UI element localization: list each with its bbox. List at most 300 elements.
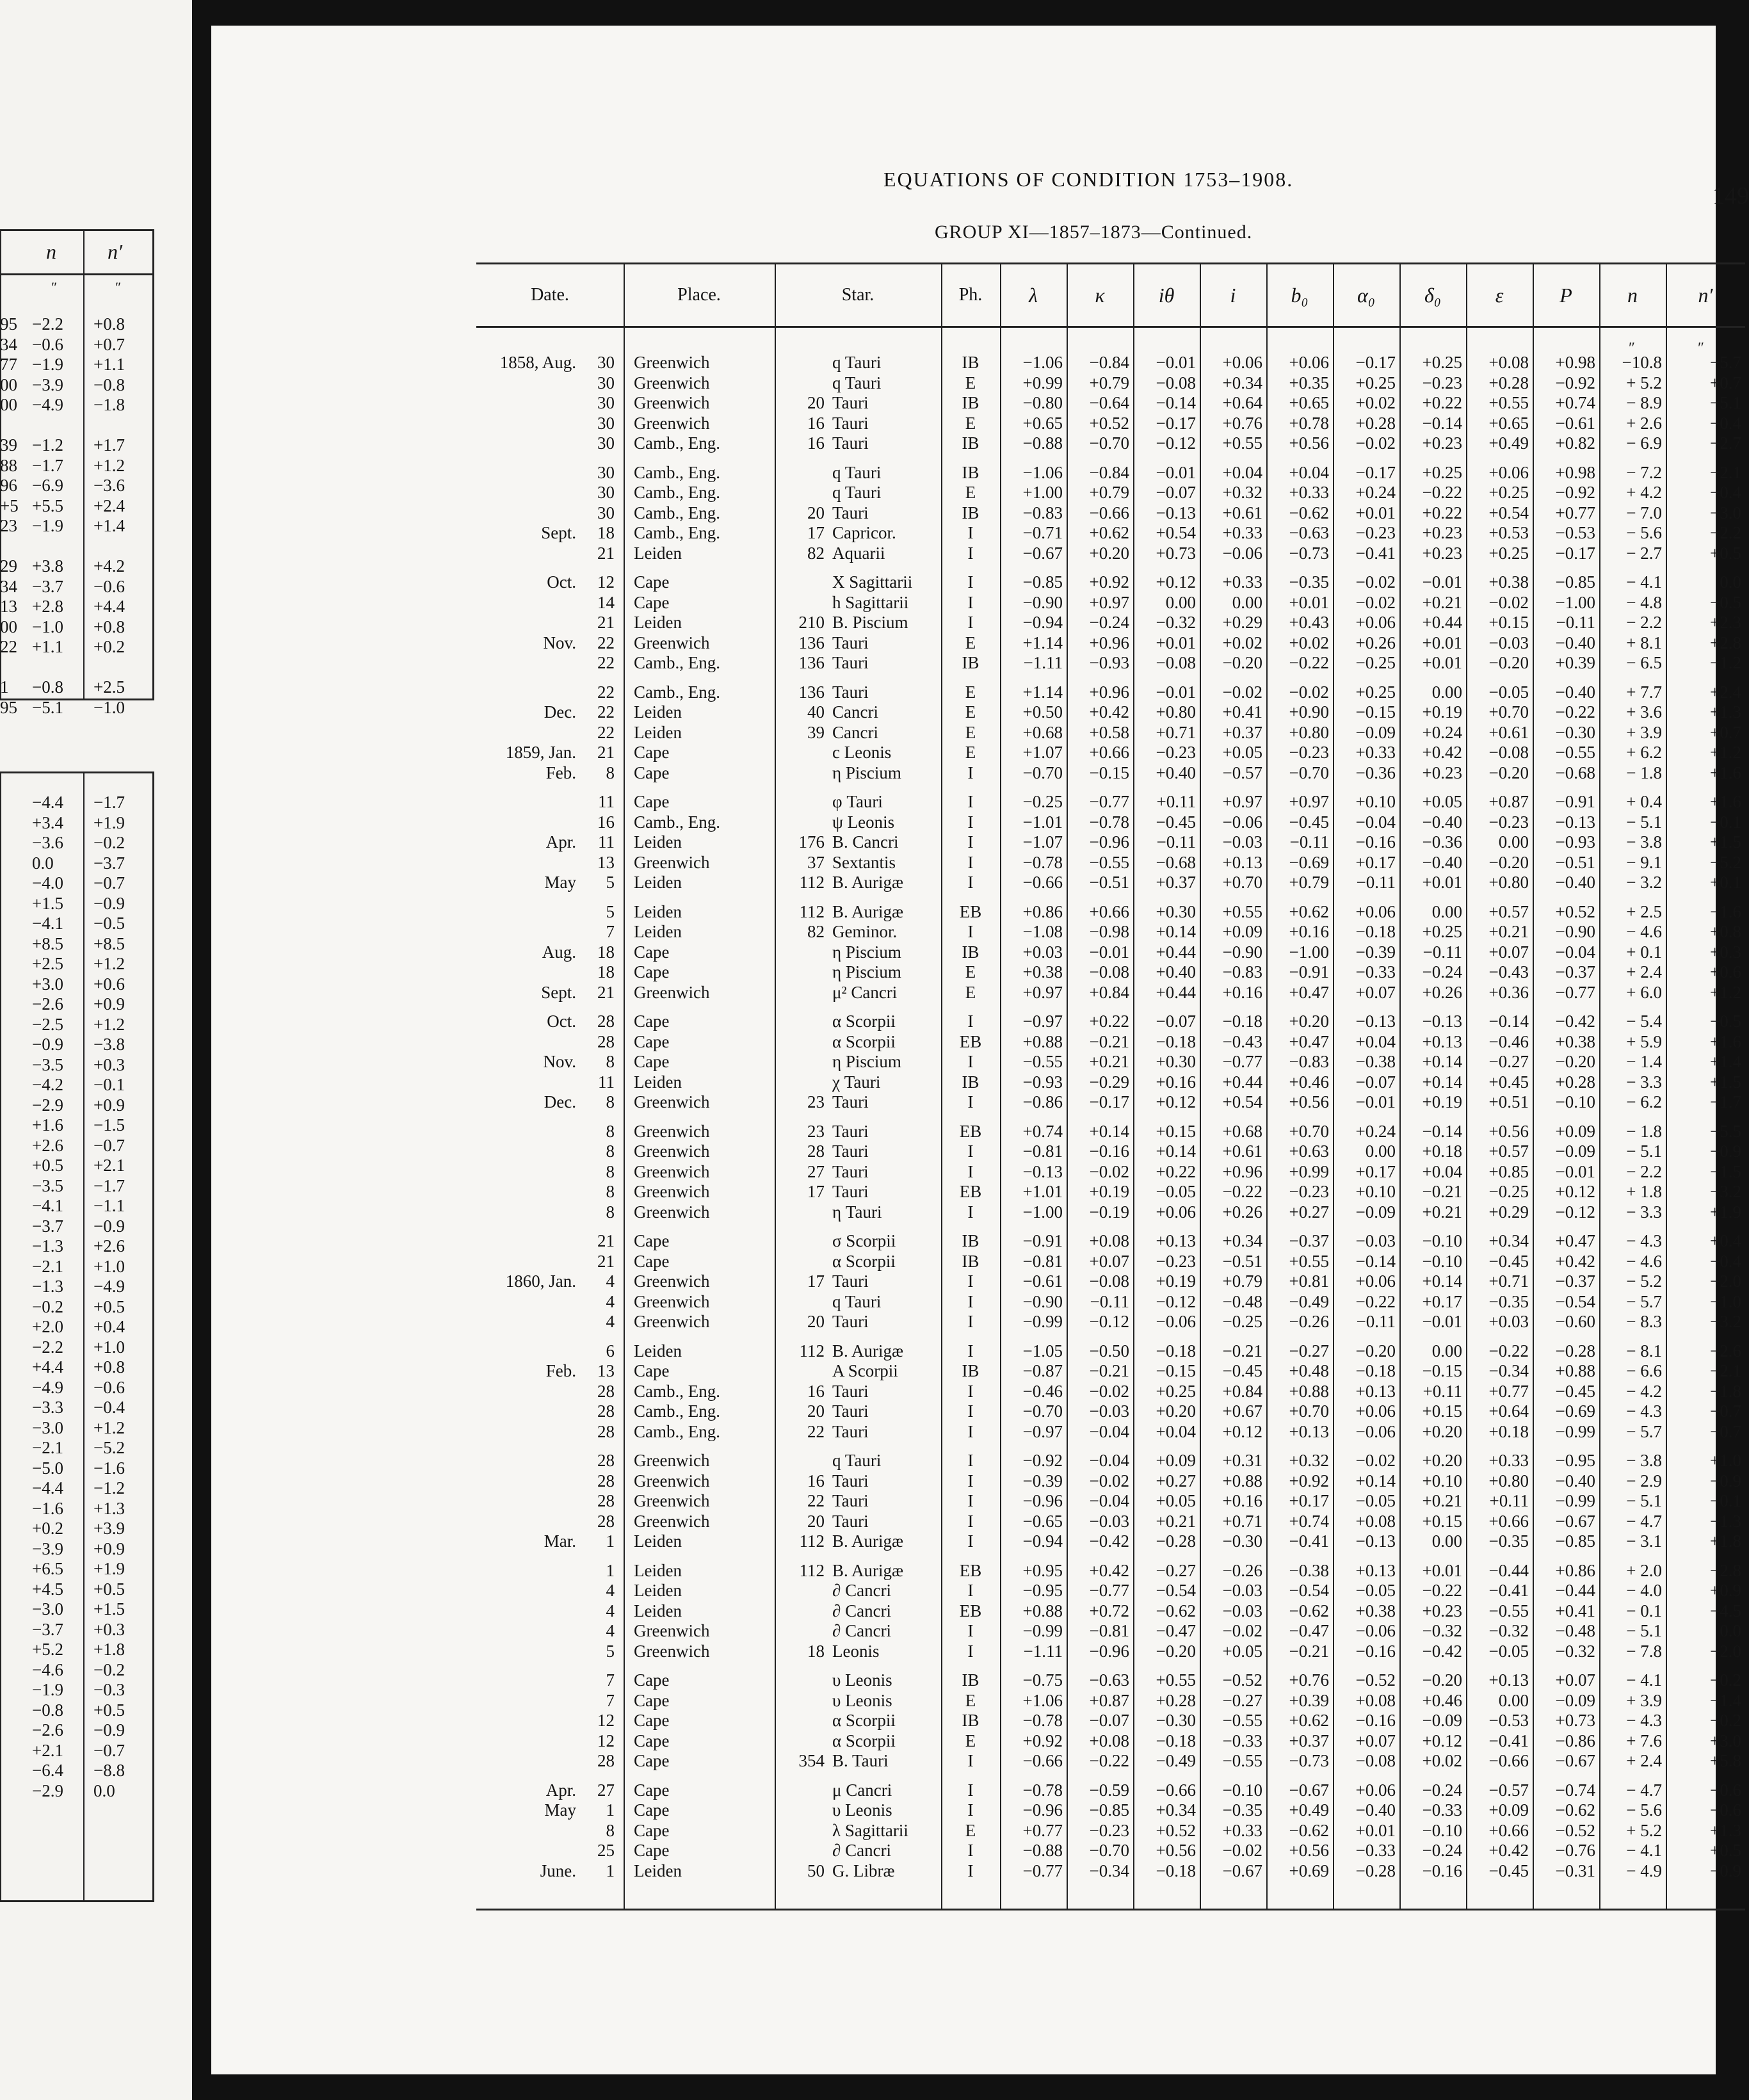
cell-alpha0: −0.02 [1355, 433, 1396, 453]
left-n-prime-cell: +0.7 [93, 334, 125, 354]
cell-n-prime: +1.5 [1710, 1072, 1741, 1092]
cell-n-prime: −1.6 [1710, 901, 1741, 921]
cell-star-name: G. Libræ [832, 1861, 895, 1880]
cell-n-prime: +0.5 [1710, 1841, 1741, 1860]
cell-day: 11 [598, 792, 615, 811]
cell-place: Greenwich [634, 1511, 710, 1531]
table-row [476, 373, 1745, 394]
cell-star-number: 20 [807, 1312, 825, 1331]
cell-phase: I [967, 1401, 974, 1421]
cell-day: 8 [606, 1202, 615, 1222]
left-cut-cell: 22 [0, 637, 17, 656]
cell-date: Sept. [541, 982, 576, 1002]
cell-p: +0.52 [1555, 901, 1595, 921]
cell-phase: I [967, 1531, 974, 1551]
cell-delta0: +0.21 [1422, 1202, 1462, 1222]
cell-i-theta: −0.49 [1156, 1751, 1196, 1770]
cell-lambda: +0.65 [1022, 413, 1063, 433]
left-n-prime-cell: +8.5 [93, 933, 125, 953]
cell-i-theta: +0.55 [1156, 1670, 1196, 1690]
left-n-prime-cell: +2.5 [93, 677, 125, 697]
cell-n: − 5.1 [1626, 1491, 1662, 1510]
cell-star-name: q Tauri [832, 462, 882, 482]
left-n-prime-cell: 0.0 [93, 1781, 115, 1800]
cell-alpha0: −0.16 [1355, 1711, 1396, 1730]
table-row [476, 1072, 1745, 1093]
cell-lambda: +0.77 [1022, 1820, 1063, 1840]
cell-b0: +0.78 [1289, 413, 1329, 433]
left-n-prime-cell: +0.8 [93, 1357, 125, 1377]
cell-star-number: 176 [798, 832, 825, 852]
cell-star-number: 20 [807, 1511, 825, 1531]
cell-alpha0: +0.14 [1355, 1471, 1396, 1490]
left-n-prime-cell: +1.4 [93, 516, 125, 535]
cell-p: −0.67 [1555, 1511, 1595, 1531]
cell-b0: −0.26 [1289, 1312, 1329, 1331]
table-row [476, 942, 1745, 963]
cell-i: +0.12 [1222, 1421, 1262, 1441]
cell-b0: +0.01 [1289, 592, 1329, 612]
cell-n-prime: −5.1 [1710, 393, 1741, 412]
cell-star-number: 82 [807, 543, 825, 563]
cell-b0: +0.55 [1289, 1251, 1329, 1271]
cell-p: −0.44 [1555, 1581, 1595, 1600]
cell-lambda: −0.71 [1022, 523, 1063, 542]
left-n-prime-column [93, 314, 125, 718]
cell-i-theta: −0.68 [1156, 852, 1196, 872]
cell-n: − 4.1 [1626, 1670, 1662, 1690]
cell-phase: I [967, 1092, 974, 1111]
cell-epsilon: −0.27 [1488, 1052, 1529, 1071]
left-n-prime-cell: −0.6 [93, 1377, 125, 1397]
cell-b0: +0.90 [1289, 702, 1329, 722]
left-n-cell: −0.2 [32, 1296, 63, 1316]
cell-p: −0.92 [1555, 373, 1595, 392]
cell-star-name: B. Aurigæ [832, 873, 904, 892]
cell-star-name: Tauri [832, 1511, 869, 1531]
cell-date: Sept. [541, 523, 576, 542]
cell-b0: +0.46 [1289, 1072, 1329, 1092]
cell-place: Leiden [634, 1581, 682, 1600]
cell-day: 28 [597, 1031, 615, 1051]
cell-delta0: +0.23 [1422, 433, 1462, 453]
cell-lambda: −0.90 [1022, 592, 1063, 612]
cell-kappa: −0.70 [1089, 1841, 1129, 1860]
cell-p: −0.13 [1555, 812, 1595, 832]
cell-i-theta: +0.54 [1156, 523, 1196, 542]
left-n-cell: −4.6 [32, 1660, 63, 1679]
table-row [476, 1122, 1745, 1142]
left-n-cell: +4.4 [32, 1357, 63, 1377]
cell-star-number: 16 [807, 1381, 825, 1401]
cell-phase: IB [962, 653, 979, 672]
cell-day: 30 [597, 413, 615, 433]
cell-n-prime: 0.0 [1720, 572, 1741, 592]
left-n-prime-cell: −1.1 [93, 1196, 125, 1215]
cell-phase: EB [959, 1560, 982, 1580]
cell-p: −0.45 [1555, 1381, 1595, 1401]
cell-i: +0.88 [1222, 1471, 1262, 1490]
cell-phase: E [965, 1820, 976, 1840]
cell-n: − 4.6 [1626, 922, 1662, 941]
cell-kappa: −0.21 [1089, 1361, 1129, 1380]
cell-i-theta: +0.27 [1156, 1471, 1196, 1490]
cell-p: −0.52 [1555, 1820, 1595, 1840]
cell-phase: I [967, 572, 974, 592]
cell-i: −0.30 [1222, 1531, 1262, 1551]
cell-delta0: +0.23 [1422, 543, 1462, 563]
cell-star-name: Tauri [832, 1401, 869, 1421]
cell-phase: E [965, 962, 976, 981]
cell-place: Cape [634, 792, 670, 811]
cell-day: 8 [606, 1820, 615, 1840]
left-n-prime-cell [93, 537, 125, 557]
cell-delta0: +0.15 [1422, 1511, 1462, 1531]
cell-n-prime: +1.4 [1710, 1052, 1741, 1071]
cell-i: −0.48 [1222, 1291, 1262, 1311]
cell-phase: I [967, 592, 974, 612]
cell-phase: EB [959, 1121, 982, 1141]
cell-p: +0.73 [1555, 1711, 1595, 1730]
cell-alpha0: −0.33 [1355, 962, 1396, 981]
cell-star-name: A Scorpii [832, 1361, 898, 1380]
cell-place: Leiden [634, 873, 682, 892]
cell-place: Cape [634, 572, 670, 592]
cell-delta0: −0.09 [1422, 1711, 1462, 1730]
left-n-prime-cell: −1.2 [93, 1478, 125, 1498]
cell-p: −0.30 [1555, 722, 1595, 742]
cell-star-number: 112 [799, 901, 825, 921]
cell-place: Leiden [634, 922, 682, 941]
header-b0: b₀ [1291, 284, 1309, 307]
left-n-cell: −1.9 [32, 1680, 63, 1699]
left-n-prime-cell: +1.1 [93, 355, 125, 374]
cell-day: 21 [597, 1231, 615, 1250]
table-row [476, 873, 1745, 893]
table-row [476, 633, 1745, 654]
left-n-prime-cell: +1.2 [93, 1418, 125, 1437]
cell-delta0: −0.32 [1422, 1621, 1462, 1640]
cell-n-prime: −0.2 [1710, 1670, 1741, 1690]
cell-p: +0.47 [1555, 1231, 1595, 1250]
cell-lambda: +1.01 [1022, 1182, 1063, 1201]
header-ph: Ph. [958, 285, 983, 305]
cell-n-prime: −0.7 [1710, 1421, 1741, 1441]
cell-delta0: +0.05 [1422, 792, 1462, 811]
left-n-prime-cell: −0.7 [93, 873, 125, 892]
cell-n: − 4.3 [1626, 1231, 1662, 1250]
cell-date: June. [540, 1861, 576, 1880]
cell-n: − 8.3 [1626, 1312, 1662, 1331]
cell-i: +0.34 [1222, 373, 1262, 392]
cell-place: Greenwich [634, 353, 710, 372]
cell-i: −0.51 [1222, 1251, 1262, 1271]
cell-phase: I [967, 763, 974, 782]
cell-epsilon: +0.45 [1488, 1072, 1529, 1092]
cell-i: +0.33 [1222, 523, 1262, 542]
cell-alpha0: −0.07 [1355, 1072, 1396, 1092]
cell-i-theta: +0.30 [1156, 1052, 1196, 1071]
cell-alpha0: −0.17 [1355, 353, 1396, 372]
cell-lambda: −0.70 [1022, 1401, 1063, 1421]
cell-b0: +0.79 [1289, 873, 1329, 892]
left-n-cell: −2.5 [32, 1014, 63, 1034]
cell-lambda: +1.14 [1022, 682, 1063, 702]
cell-alpha0: +0.07 [1355, 1731, 1396, 1750]
left-n-prime-cell: −0.2 [93, 1660, 125, 1679]
cell-epsilon: +0.25 [1488, 543, 1529, 563]
cell-i-theta: +0.40 [1156, 962, 1196, 981]
cell-place: Greenwich [634, 1491, 710, 1510]
cell-delta0: −0.20 [1422, 1670, 1462, 1690]
cell-n: − 4.0 [1626, 1581, 1662, 1600]
cell-delta0: +0.21 [1422, 592, 1462, 612]
cell-p: +0.07 [1555, 1670, 1595, 1690]
cell-day: 4 [606, 1581, 615, 1600]
left-n-cell: +3.8 [32, 556, 63, 576]
table-row [476, 353, 1745, 373]
cell-n-prime: +1.6 [1710, 763, 1741, 782]
cell-star-name: ψ Leonis [832, 812, 895, 832]
left-n-cell: −2.9 [32, 1781, 63, 1800]
cell-place: Greenwich [634, 393, 710, 412]
cell-place: Cape [634, 1780, 670, 1800]
cell-place: Cape [634, 1820, 670, 1840]
cell-n: − 3.8 [1626, 832, 1662, 852]
cell-place: Cape [634, 1031, 670, 1051]
cell-epsilon: +0.29 [1488, 1202, 1529, 1222]
cell-epsilon: +0.13 [1488, 1670, 1529, 1690]
cell-delta0: −0.23 [1422, 373, 1462, 392]
cell-lambda: −0.46 [1022, 1381, 1063, 1401]
left-n-prime-cell: +0.4 [93, 1317, 125, 1336]
cell-delta0: 0.00 [1431, 1341, 1462, 1361]
cell-i: +0.44 [1222, 1072, 1262, 1092]
cell-phase: E [965, 982, 976, 1002]
cell-delta0: −0.42 [1422, 1641, 1462, 1661]
table-row [476, 1272, 1745, 1292]
cell-place: Cape [634, 1231, 670, 1250]
cell-n: + 1.8 [1626, 1182, 1662, 1201]
cell-n-prime: +1.5 [1710, 832, 1741, 852]
left-n-cell: −0.8 [32, 677, 63, 697]
cell-i: +0.55 [1222, 901, 1262, 921]
cell-place: Camb., Eng. [634, 523, 720, 542]
cell-n-prime: +1.9 [1710, 1202, 1741, 1222]
left-n-cell: +0.2 [32, 1519, 63, 1538]
left-n-prime-cell: −5.2 [93, 1438, 125, 1457]
cell-i-theta: −0.18 [1156, 1731, 1196, 1750]
cell-phase: I [967, 1012, 974, 1031]
table-row [476, 763, 1745, 784]
cell-p: −0.99 [1555, 1491, 1595, 1510]
header-n-prime: n′ [1698, 284, 1713, 307]
cell-star-name: Tauri [832, 633, 869, 652]
cell-epsilon: −0.35 [1488, 1291, 1529, 1311]
cell-n-prime: +1.3 [1710, 1820, 1741, 1840]
cell-n: − 3.3 [1626, 1072, 1662, 1092]
table-row [476, 653, 1745, 674]
cell-lambda: −1.00 [1022, 1202, 1063, 1222]
cell-alpha0: +0.13 [1355, 1381, 1396, 1401]
cell-delta0: −0.10 [1422, 1231, 1462, 1250]
cell-kappa: +0.22 [1089, 1012, 1129, 1031]
cell-delta0: +0.25 [1422, 462, 1462, 482]
cell-star-name: Cancri [832, 702, 878, 722]
cell-epsilon: +0.80 [1488, 1471, 1529, 1490]
cell-p: −0.40 [1555, 682, 1595, 702]
left-n-prime-column [93, 793, 125, 1801]
left-n-prime-cell: −0.9 [93, 1216, 125, 1236]
cell-star-name: α Scorpii [832, 1251, 896, 1271]
cell-phase: E [965, 483, 976, 502]
cell-i: −0.03 [1222, 1581, 1262, 1600]
cell-date: May [544, 1800, 576, 1820]
cell-star-name: Tauri [832, 393, 869, 412]
cell-n-prime: +2.3 [1710, 613, 1741, 632]
cell-phase: I [967, 613, 974, 632]
table-row [476, 922, 1745, 942]
cell-b0: +0.47 [1289, 982, 1329, 1002]
cell-n-prime: −1.8 [1710, 1381, 1741, 1401]
cell-phase: I [967, 1312, 974, 1331]
cell-b0: +0.47 [1289, 1031, 1329, 1051]
cell-delta0: −0.40 [1422, 812, 1462, 832]
cell-p: −0.09 [1555, 1142, 1595, 1161]
cell-delta0: +0.11 [1423, 1381, 1462, 1401]
cell-day: 11 [598, 1072, 615, 1092]
cell-lambda: −1.06 [1022, 353, 1063, 372]
cell-epsilon: +0.54 [1488, 503, 1529, 522]
cell-lambda: −0.85 [1022, 572, 1063, 592]
left-n-cell: −2.2 [32, 314, 63, 334]
cell-alpha0: −0.13 [1355, 1012, 1396, 1031]
cell-kappa: −0.04 [1089, 1451, 1129, 1470]
cell-n: + 5.2 [1626, 1820, 1662, 1840]
cell-n: + 2.4 [1626, 1751, 1662, 1770]
cell-star-number: 20 [807, 1401, 825, 1421]
table-row [476, 1162, 1745, 1183]
cell-kappa: −0.19 [1089, 1202, 1129, 1222]
cell-day: 22 [597, 653, 615, 672]
cell-day: 4 [606, 1312, 615, 1331]
cell-p: −0.99 [1555, 1421, 1595, 1441]
cell-epsilon: 0.00 [1498, 1690, 1529, 1710]
cell-alpha0: −0.05 [1355, 1581, 1396, 1600]
cell-delta0: +0.17 [1422, 1291, 1462, 1311]
cell-star-name: υ Leonis [832, 1670, 892, 1690]
cell-b0: −0.41 [1289, 1531, 1329, 1551]
cell-day: 30 [597, 462, 615, 482]
left-n-prime-cell: +0.2 [93, 637, 125, 656]
cell-place: Greenwich [634, 1121, 710, 1141]
header-alpha0: α₀ [1357, 284, 1375, 307]
left-n-prime-cell: +0.6 [93, 974, 125, 994]
cell-epsilon: +0.34 [1488, 1231, 1529, 1250]
cell-b0: −0.62 [1289, 1820, 1329, 1840]
cell-star-name: Tauri [832, 653, 869, 672]
cell-lambda: −0.93 [1022, 1072, 1063, 1092]
cell-n-prime: −0.6 [1710, 1800, 1741, 1820]
cell-i: 0.00 [1232, 592, 1262, 612]
cell-phase: I [967, 1202, 974, 1222]
left-cut-column [0, 314, 19, 718]
left-cut-cell: 88 [0, 455, 17, 475]
cell-n: − 7.8 [1626, 1641, 1662, 1661]
cell-b0: −0.23 [1289, 1182, 1329, 1201]
cell-epsilon: +0.51 [1488, 1092, 1529, 1111]
header-p: P [1560, 284, 1572, 307]
cell-lambda: −0.67 [1022, 543, 1063, 563]
cell-b0: +0.20 [1289, 1012, 1329, 1031]
left-cut-cell: 1 [0, 677, 9, 697]
cell-i: +0.33 [1222, 1820, 1262, 1840]
cell-b0: −0.35 [1289, 572, 1329, 592]
left-n-cell: +1.1 [32, 637, 63, 656]
left-n-cell: −6.4 [32, 1761, 63, 1780]
cell-date: May [544, 873, 576, 892]
cell-p: −0.55 [1555, 743, 1595, 762]
cell-epsilon: +0.15 [1488, 613, 1529, 632]
cell-n-prime: +1.2 [1710, 743, 1741, 762]
cell-epsilon: +0.61 [1488, 722, 1529, 742]
cell-i-theta: −0.06 [1156, 1312, 1196, 1331]
cell-i-theta: −0.15 [1156, 1361, 1196, 1380]
left-n-cell [32, 416, 63, 436]
cell-epsilon: +0.80 [1488, 873, 1529, 892]
cell-day: 21 [597, 543, 615, 563]
cell-lambda: −0.25 [1022, 792, 1063, 811]
cell-place: Cape [634, 1012, 670, 1031]
cell-alpha0: −0.09 [1355, 722, 1396, 742]
cell-b0: +0.65 [1289, 393, 1329, 412]
cell-kappa: −0.70 [1089, 433, 1129, 453]
left-n-cell: −5.0 [32, 1458, 63, 1478]
cell-alpha0: +0.25 [1355, 373, 1396, 392]
cell-date: Dec. [544, 1092, 576, 1111]
cell-alpha0: −0.02 [1355, 1451, 1396, 1470]
cell-star-name: ∂ Cancri [832, 1601, 892, 1620]
cell-star-number: 16 [807, 413, 825, 433]
cell-day: 18 [597, 523, 615, 542]
cell-i: +0.79 [1222, 1272, 1262, 1291]
left-n-prime-cell: −0.9 [93, 893, 125, 913]
cell-n: − 2.2 [1626, 1161, 1662, 1181]
left-n-cell: −3.5 [32, 1175, 63, 1195]
cell-n: − 4.7 [1626, 1780, 1662, 1800]
cell-i: −0.18 [1222, 1012, 1262, 1031]
cell-phase: I [967, 1341, 974, 1361]
cell-b0: +0.37 [1289, 1731, 1329, 1750]
cell-i-theta: −0.14 [1156, 393, 1196, 412]
table-row [476, 1670, 1745, 1691]
cell-day: 28 [597, 1401, 615, 1421]
cell-delta0: +0.25 [1422, 922, 1462, 941]
cell-alpha0: −0.11 [1356, 873, 1396, 892]
left-n-cell: −2.6 [32, 994, 63, 1014]
cell-delta0: −0.14 [1422, 413, 1462, 433]
cell-n: − 9.1 [1626, 852, 1662, 872]
cell-alpha0: −0.23 [1355, 523, 1396, 542]
left-n-cell: +6.5 [32, 1559, 63, 1578]
table-row [476, 544, 1745, 564]
cell-date: 1858, Aug. [499, 353, 576, 372]
cell-kappa: +0.21 [1089, 1052, 1129, 1071]
cell-b0: −0.11 [1289, 832, 1329, 852]
cell-i: −0.22 [1222, 1182, 1262, 1201]
table-row [476, 593, 1745, 613]
cell-place: Leiden [634, 613, 682, 632]
